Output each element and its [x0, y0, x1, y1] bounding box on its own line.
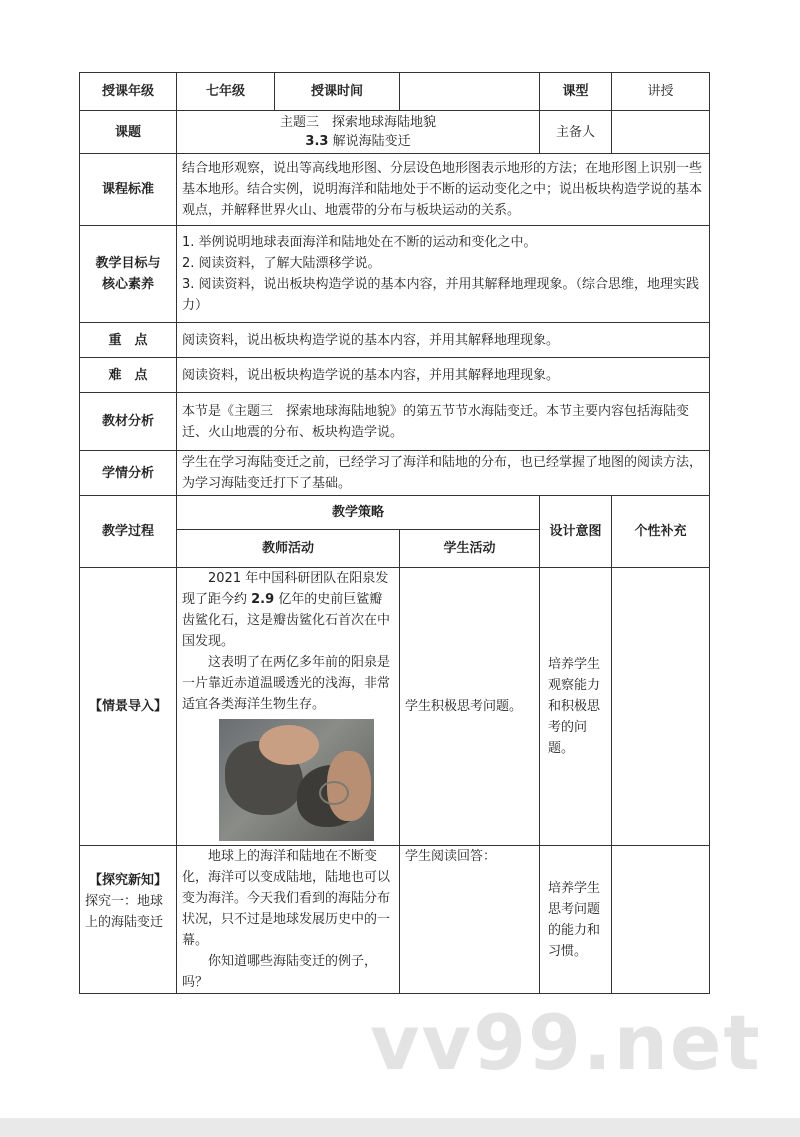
- page-bottom-edge: [0, 1118, 800, 1137]
- goals-row: [80, 226, 710, 323]
- key-point-row: [80, 323, 710, 358]
- material-text: 本节是《主题三 探索地球海陆地貌》的第五节节水海陆变迁。本节主要内容包括海陆变迁、火山地震的分布、板块构造学说。: [177, 393, 710, 451]
- goal-item: 3. 阅读资料，说出板块构造学说的基本内容，并用其解释地理现象。（综合思维，地理实践力）: [182, 277, 700, 313]
- key-point-text: 阅读资料，说出板块构造学说的基本内容，并用其解释地理现象。: [177, 323, 710, 358]
- design-label: 设计意图: [540, 496, 612, 568]
- teacher-activity-label: 教师活动: [177, 530, 400, 568]
- intro-design: 培养学生观察能力和积极思考的问题。: [540, 568, 612, 846]
- header-row: [80, 73, 710, 111]
- strategy-label: 教学策略: [177, 496, 540, 530]
- topic-line1: 主题三 探索地球海陆地貌: [279, 115, 436, 130]
- intro-teacher: [177, 568, 400, 846]
- hand-shape: [259, 725, 319, 765]
- standard-label: 课程标准: [80, 154, 177, 226]
- intro-personal: [612, 568, 710, 846]
- intro-p1-a: 2021 年中国科研团队在阳泉发现了距今约: [182, 571, 389, 607]
- goals-label-line2: 核心素养: [101, 277, 154, 292]
- process-header-row: [80, 496, 710, 530]
- students-row: [80, 451, 710, 496]
- fossil-shape: [319, 781, 349, 805]
- topic-value: [177, 111, 540, 154]
- explore-teacher-p1: 地球上的海洋和陆地在不断变化，海洋可以变成陆地，陆地也可以变为海洋。今天我们看到的海陆分布状况，只不过是地球发展历史中的一幕。: [182, 849, 391, 948]
- standard-row: [80, 154, 710, 226]
- grade-label: 授课年级: [80, 73, 177, 111]
- process-label: 教学过程: [80, 496, 177, 568]
- watermark: vv99.net: [370, 998, 762, 1087]
- grade-value: 七年级: [177, 73, 275, 111]
- intro-row: [80, 568, 710, 846]
- topic-label: 课题: [80, 111, 177, 154]
- material-row: [80, 393, 710, 451]
- lesson-plan-table: [79, 72, 710, 994]
- explore-row: [80, 846, 710, 994]
- difficulty-row: [80, 358, 710, 393]
- explore-student: 学生阅读回答：: [400, 846, 540, 994]
- intro-teacher-p2: 这表明了在两亿多年前的阳泉是一片靠近赤道温暖透光的浅海，非常适宜各类海洋生物生存。: [182, 655, 391, 712]
- intro-teacher-p1: [182, 568, 394, 652]
- topic-line2: [182, 132, 534, 151]
- material-label: 教材分析: [80, 393, 177, 451]
- time-value: [400, 73, 540, 111]
- time-label: 授课时间: [275, 73, 400, 111]
- students-text: 学生在学习海陆变迁之前，已经学习了海洋和陆地的分布，也已经掌握了地图的阅读方法，为学习海陆变迁打下了基础。: [177, 451, 710, 496]
- difficulty-text: 阅读资料，说出板块构造学说的基本内容，并用其解释地理现象。: [177, 358, 710, 393]
- explore-personal: [612, 846, 710, 994]
- goal-item: 1. 举例说明地球表面海洋和陆地处在不断的运动和变化之中。: [182, 235, 537, 250]
- intro-p1-b: 亿年的史前巨鲨瓣齿鲨化石，这是瓣齿鲨化石首次在中国发现。: [182, 592, 391, 649]
- preparer-label: 主备人: [540, 111, 612, 154]
- explore-teacher: [177, 846, 400, 994]
- standard-text: 结合地形观察，说出等高线地形图、分层设色地形图表示地形的方法；在地形图上识别一些基本地形。结合实例，说明海洋和陆地处于不断的运动变化之中；说出板块构造学说的基本观点，并解释世界火山、地震带的分布与板块运动的关系。: [177, 154, 710, 226]
- intro-label: 【情景导入】: [80, 568, 177, 846]
- fossil-photo: [219, 719, 374, 841]
- type-label: 课型: [540, 73, 612, 111]
- goal-item: 2. 阅读资料，了解大陆漂移学说。: [182, 256, 381, 271]
- students-label: 学情分析: [80, 451, 177, 496]
- key-point-label: 重 点: [80, 323, 177, 358]
- explore-label-rest: 探究一：地球上的海陆变迁: [85, 894, 164, 930]
- goals-label: [80, 226, 177, 323]
- difficulty-label: 难 点: [80, 358, 177, 393]
- goals-label-line1: 教学目标与: [95, 256, 161, 271]
- topic-row: [80, 111, 710, 154]
- student-activity-label: 学生活动: [400, 530, 540, 568]
- explore-label: [80, 846, 177, 994]
- topic-title: 解说海陆变迁: [328, 134, 411, 149]
- type-value: 讲授: [612, 73, 710, 111]
- goals-list: [177, 226, 710, 323]
- personal-label: 个性补充: [612, 496, 710, 568]
- topic-number: 3.3: [305, 134, 329, 149]
- intro-p1-num: 2.9: [251, 592, 275, 607]
- explore-design: 培养学生思考问题的能力和习惯。: [540, 846, 612, 994]
- explore-teacher-p2: 你知道哪些海陆变迁的例子，吗？: [182, 954, 378, 990]
- preparer-value: [612, 111, 710, 154]
- intro-student: 学生积极思考问题。: [400, 568, 540, 846]
- explore-label-bold: 【探究新知】: [88, 873, 167, 888]
